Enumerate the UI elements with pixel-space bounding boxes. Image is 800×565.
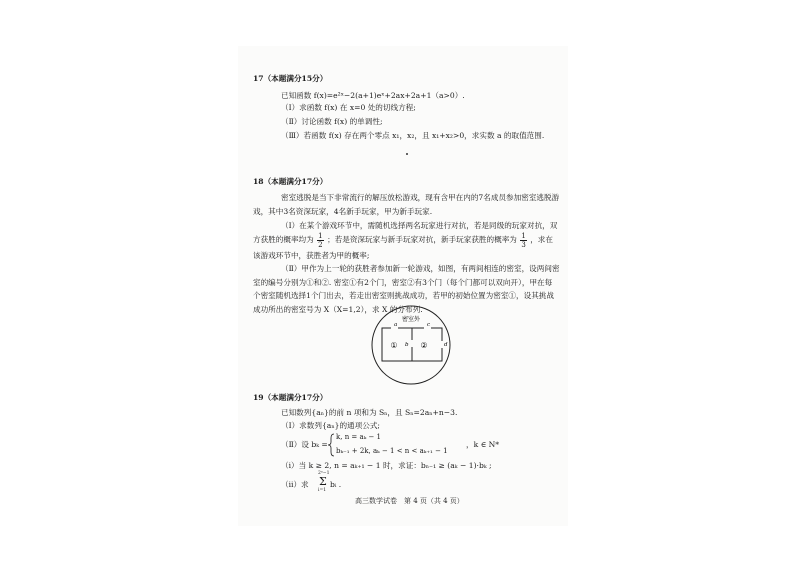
q19-case2: bₖ₋₁ + 2k, aₖ − 1 < n < aₖ₊₁ − 1 xyxy=(336,447,448,455)
fraction-denominator: 3 xyxy=(521,240,526,249)
q18-line6: （Ⅱ）甲作为上一轮的获胜者参加新一轮游戏，如图，有两间相连的密室，设两间密 xyxy=(281,264,560,273)
q19-header: 19（本题满分17分） xyxy=(253,393,328,402)
q19-part-ii-term: bᵢ . xyxy=(330,480,342,489)
brace-icon xyxy=(328,434,334,456)
q17-part1: （Ⅰ）求函数 f(x) 在 x=0 处的切线方程; xyxy=(281,103,416,112)
page-footer: 高三数学试卷 第 4 页（共 4 页） xyxy=(355,497,464,505)
q17-part3: （Ⅲ）若函数 f(x) 存在两个零点 x₁，x₂，且 x₁+x₂>0，求实数 a 的取值范围. xyxy=(281,131,545,140)
sigma-icon: Σ xyxy=(319,475,327,488)
q19-part2-label: （Ⅱ）设 bₖ = xyxy=(281,440,328,449)
q19-part1: （Ⅰ）求数列{aₙ}的通项公式; xyxy=(281,421,380,430)
fraction-denominator: 2 xyxy=(318,240,323,249)
q18-line7: 室的编号分别为①和②. 密室①有2个门，密室②有3个门（每个门都可以双向开），甲在每 xyxy=(253,278,553,287)
fraction-numerator: 1 xyxy=(521,231,526,240)
q19-part-ii-label: （ii）求 xyxy=(281,480,309,489)
q17-header: 17（本题满分15分） xyxy=(253,74,328,83)
q18-header: 18（本题满分17分） xyxy=(253,177,328,186)
q19-part-i: （i）当 k ≥ 2, n = aₖ₊₁ − 1 时，求证：bₙ₋₁ ≥ (aₖ − 1)·bₖ ; xyxy=(281,461,492,470)
q19-part2-domain: ，k ∈ N* xyxy=(466,440,500,449)
q19-case1: k, n = aₖ − 1 xyxy=(336,433,382,441)
door-a-label: a xyxy=(394,322,398,328)
fraction-numerator: 1 xyxy=(318,231,323,240)
q18-line1: 密室逃脱是当下非常流行的解压放松游戏，现有含甲在内的7名成员参加密室逃脱游 xyxy=(281,193,560,202)
q18-line4-b: ；若是资深玩家与新手玩家对抗，新手玩家获胜的概率为 xyxy=(327,235,517,244)
q18-line2: 戏，其中3名资深玩家，4名新手玩家，甲为新手玩家. xyxy=(253,207,433,216)
door-d-label: d xyxy=(444,342,448,348)
q17-stem: 已知函数 f(x)=e²ˣ−2(a+1)eˣ+2ax+2a+1（a>0）. xyxy=(281,91,465,100)
sum-upper-limit: 2ⁿ−1 xyxy=(318,471,330,476)
q18-line3: （Ⅰ）在某个游戏环节中，需随机选择两名玩家进行对抗，若是同级的玩家对抗，双 xyxy=(281,221,558,230)
q18-line4-a: 方获胜的概率均为 xyxy=(253,235,314,244)
diagram-title: 密室外 xyxy=(401,316,421,323)
q18-line5: 该游戏环节中，获胜者为甲的概率; xyxy=(253,251,370,260)
q18-line9: 成功所出的密室号为 X（X=1,2），求 X 的分布列. xyxy=(253,305,423,314)
q17-part2: （Ⅱ）讨论函数 f(x) 的单调性; xyxy=(281,117,383,126)
q18-line4-c: ，求在 xyxy=(530,235,553,244)
room-2-label: ② xyxy=(420,341,428,350)
door-c-label: c xyxy=(427,322,431,328)
sum-lower-limit: i=1 xyxy=(318,488,327,493)
room-1-label: ① xyxy=(390,341,398,350)
door-b-label: b xyxy=(405,342,409,348)
q19-stem: 已知数列{aₙ}的前 n 项和为 Sₙ，且 Sₙ=2aₙ+n−3. xyxy=(281,408,458,417)
q18-line8: 个密室随机选择1个门出去，若走出密室则挑战成功，若甲的初始位置为密室①，设其挑战 xyxy=(253,291,554,300)
